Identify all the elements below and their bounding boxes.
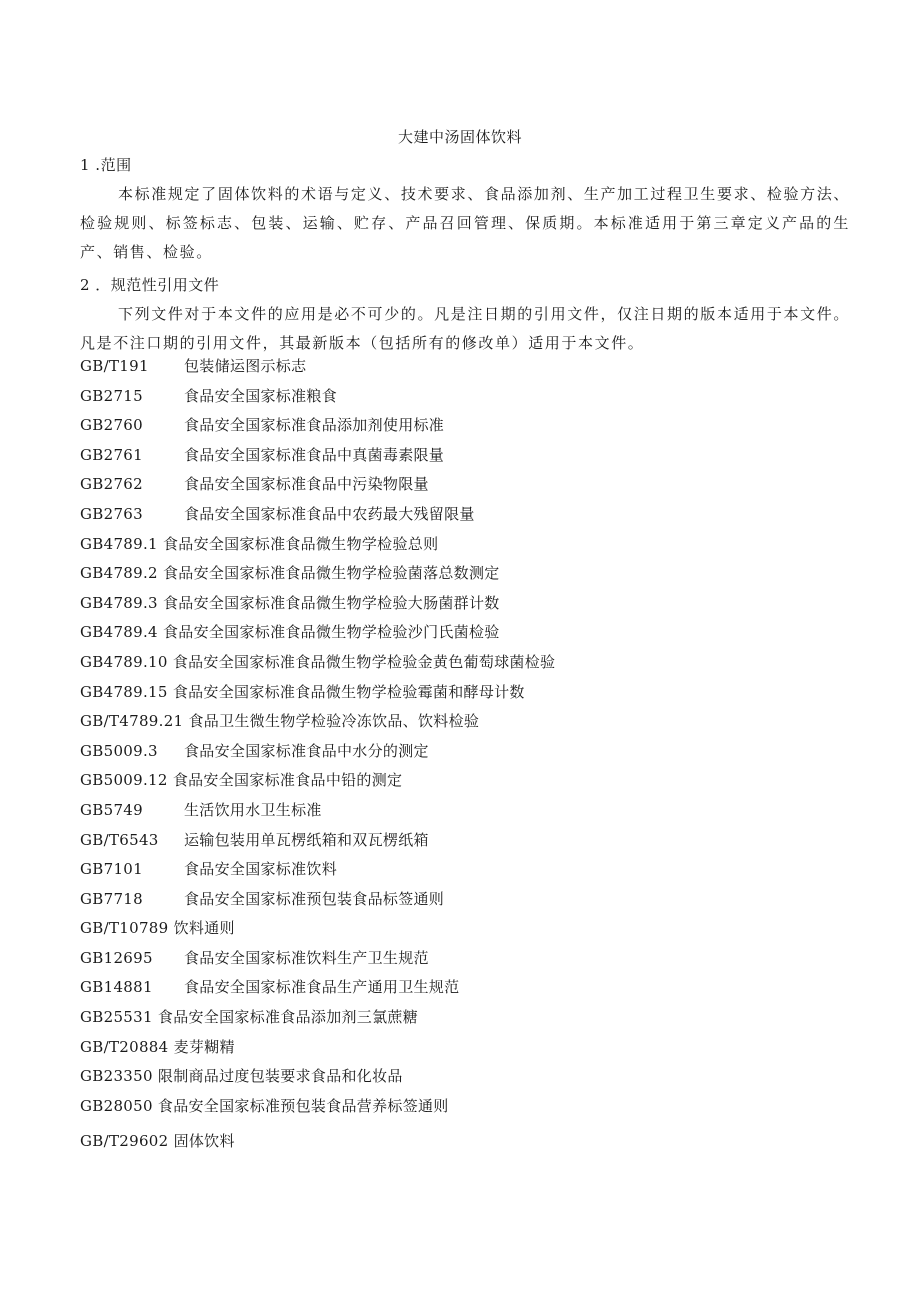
reference-title: 食品安全国家标准饮料: [184, 860, 338, 879]
reference-title: 饮料通则: [173, 919, 235, 938]
reference-title: 包装储运图示标志: [184, 357, 307, 375]
reference-item: [80, 737, 860, 767]
reference-title: 食品安全国家标准食品中真菌毒素限量: [184, 445, 445, 464]
reference-item: [80, 470, 860, 500]
reference-code: GB2715: [80, 386, 143, 405]
reference-item: [80, 885, 860, 915]
reference-item: [80, 1092, 860, 1122]
reference-title: 固体饮料: [173, 1132, 235, 1151]
reference-title: 食品安全国家标准食品添加剂使用标准: [184, 416, 445, 435]
reference-item: [80, 411, 860, 441]
reference-code: GB5749: [80, 800, 143, 819]
reference-title: 食品安全国家标准食品微生物学检验总则: [162, 534, 439, 553]
reference-code: GB/T10789: [80, 919, 169, 938]
reference-title: 食品安全国家标准食品中铅的测定: [172, 771, 403, 790]
reference-code: GB/T29602: [80, 1132, 169, 1151]
reference-code: GB4789.1: [80, 534, 158, 553]
reference-item: [80, 1003, 860, 1033]
reference-item: [80, 618, 860, 648]
reference-title: 食品安全国家标准食品中污染物限量: [184, 475, 429, 494]
reference-title: 生活饮用水卫生标准: [184, 800, 322, 819]
reference-code: GB4789.4: [80, 623, 158, 642]
reference-item: [80, 826, 860, 856]
reference-title: 食品安全国家标准食品中水分的测定: [184, 741, 429, 760]
reference-title: 食品安全国家标准食品微生物学检验霉菌和酵母计数: [172, 682, 525, 701]
reference-code: GB2761: [80, 445, 143, 464]
reference-title: 食品安全国家标准食品添加剂三氯蔗糖: [157, 1008, 419, 1027]
reference-item: [80, 973, 860, 1003]
reference-item: [80, 559, 860, 589]
reference-item: [80, 707, 860, 737]
reference-code: GB7101: [80, 860, 143, 879]
reference-title: 食品安全国家标准饮料生产卫生规范: [184, 948, 429, 967]
reference-item: [80, 441, 860, 471]
reference-title: 食品卫生微生物学检验冷冻饮品、饮料检验: [188, 712, 480, 731]
reference-title: 食品安全国家标准食品微生物学检验大肠菌群计数: [162, 593, 500, 612]
reference-code: GB/T191: [80, 357, 149, 375]
reference-code: GB7718: [80, 889, 143, 908]
section-heading-scope: 1 .范围: [80, 156, 132, 174]
reference-item: [80, 1127, 860, 1157]
reference-code: GB4789.2: [80, 564, 158, 583]
reference-title: 食品安全国家标准预包装食品标签通则: [184, 889, 445, 908]
reference-code: GB4789.10: [80, 652, 168, 671]
section-paragraph-scope: 本标准规定了固体饮料的术语与定义、技术要求、食品添加剂、生产加工过程卫生要求、检验方法、检验规则、标签标志、包装、运输、贮存、产品召回管理、保质期。本标准适用于第三章定义产品的生产、销售、检验。: [80, 185, 850, 261]
reference-title: 食品安全国家标准食品生产通用卫生规范: [184, 978, 460, 997]
reference-code: GB25531: [80, 1008, 153, 1027]
reference-item: [80, 944, 860, 974]
reference-code: GB/T20884: [80, 1037, 169, 1056]
reference-item: [80, 855, 860, 885]
reference-item: [80, 648, 860, 678]
reference-code: GB5009.12: [80, 771, 168, 790]
reference-title: 食品安全国家标准食品中农药最大残留限量: [184, 504, 475, 523]
reference-item: [80, 1033, 860, 1063]
reference-code: GB28050: [80, 1096, 153, 1115]
reference-code: GB12695: [80, 948, 153, 967]
reference-item: [80, 352, 860, 382]
reference-code: GB2763: [80, 504, 143, 523]
reference-code: GB/T4789.21: [80, 712, 184, 731]
reference-title: 食品安全国家标准食品微生物学检验沙门氏菌检验: [162, 623, 500, 642]
reference-code: GB4789.15: [80, 682, 168, 701]
reference-code: GB23350: [80, 1067, 153, 1086]
section-paragraph-references: 下列文件对于本文件的应用是必不可少的。凡是注日期的引用文件，仅注日期的版本适用于本文件。凡是不注口期的引用文件，其最新版本（包括所有的修改单）适用于本文件。: [80, 305, 850, 352]
reference-title: 食品安全国家标准粮食: [184, 386, 338, 405]
reference-title: 限制商品过度包装要求食品和化妆品: [157, 1067, 403, 1086]
reference-list: [80, 352, 860, 1157]
reference-item: [80, 914, 860, 944]
reference-item: [80, 530, 860, 560]
reference-code: GB2760: [80, 416, 143, 435]
reference-code: GB/T6543: [80, 830, 159, 849]
document-title: 大建中汤固体饮料: [397, 128, 522, 146]
reference-item: [80, 500, 860, 530]
reference-item: [80, 766, 860, 796]
reference-code: GB14881: [80, 978, 153, 997]
reference-code: GB5009.3: [80, 741, 158, 760]
reference-title: 运输包装用单瓦楞纸箱和双瓦楞纸箱: [184, 830, 429, 849]
reference-item: [80, 589, 860, 619]
reference-title: 食品安全国家标准预包装食品营养标签通则: [157, 1096, 449, 1115]
reference-title: 食品安全国家标准食品微生物学检验金黄色葡萄球菌检验: [172, 652, 556, 671]
section-heading-references: 2 ．规范性引用文件: [80, 276, 220, 294]
reference-item: [80, 678, 860, 708]
reference-item: [80, 796, 860, 826]
reference-item: [80, 1062, 860, 1092]
reference-title: 麦芽糊精: [173, 1037, 235, 1056]
reference-code: GB2762: [80, 475, 143, 494]
reference-title: 食品安全国家标准食品微生物学检验菌落总数测定: [162, 564, 500, 583]
reference-code: GB4789.3: [80, 593, 158, 612]
reference-item: [80, 382, 860, 412]
